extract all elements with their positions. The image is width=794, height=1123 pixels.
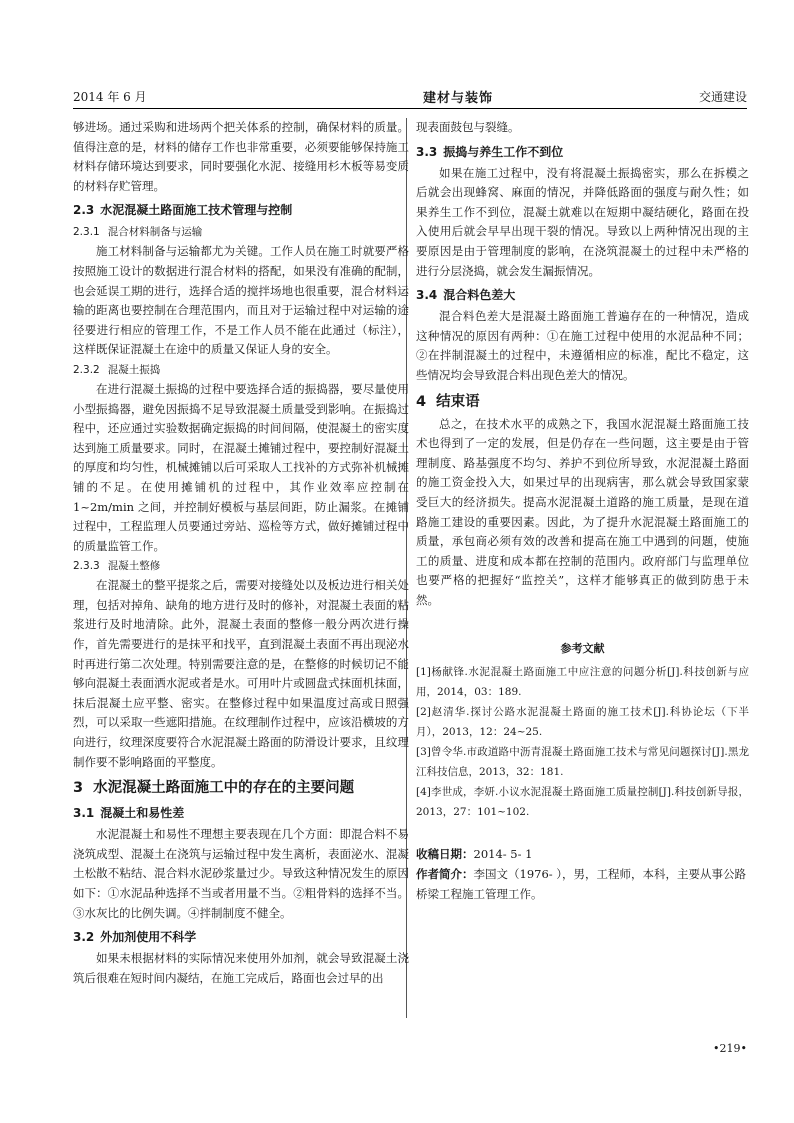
header-rule (73, 108, 747, 109)
section-number: 3 (73, 780, 84, 797)
page-number: •219• (713, 1042, 747, 1055)
paragraph-4: 总之，在技术水平的成熟之下，我国水泥混凝土路面施工技术也得到了一定的发展，但是仍存在一些问题，这主要是由于管理制度、路基强度不均匀、养护不到位所导致，水泥混凝土路面的施工资金投入大，如果过早的出现病害，那么就会导致国家蒙受巨大的经济损失。提高水泥混凝土道路的施工质量，是现在道路施工建设的重要因素。因此，为了提升水泥混凝土路面施工的质量，承包商必须有效的改善和提高在施工中遇到的问题，使施工的质量、进度和成本都在控制的范围内。政府部门与监理单位也要严格的把握好“监控关”，这样才能够真正的做到防患于未然。 (416, 416, 749, 607)
section-title: 水泥混凝土路面施工中的存在的主要问题 (93, 780, 355, 797)
section-heading-2-3 (73, 200, 409, 220)
subsection-heading-2-3-2 (73, 360, 409, 380)
author-label: 作者简介： (416, 867, 474, 882)
received-label: 收稿日期： (416, 847, 474, 862)
subsection-number: 2.3.3 (73, 560, 100, 573)
paragraph-continued: 够进场。通过采购和进场两个把关体系的控制，确保材料的质量。值得注意的是，材料的储存工作也非常重要，必须要能够保持施工材料存储环境达到要求，同时要强化水泥、接缝用杉木板等易变质的材料存贮管理。 (73, 120, 409, 193)
section-title: 混凝土和易性差 (100, 806, 185, 821)
paragraph-continued: 现表面鼓包与裂缝。 (416, 120, 520, 134)
subsection-title: 混凝土整修 (107, 560, 161, 573)
paragraph-3-1: 水泥混凝土和易性不理想主要表现在几个方面：即混合料不易浇筑成型、混凝土在浇筑与运输过程中发生离析，表面泌水、混凝土松散不粘结、混合料水泥砂浆量过少。导致这种情况发生的原因如下：①水泥品种选择不当或者用量不当。②粗骨料的选择不当。③水灰比的比例失调。④拌制制度不健全。 (73, 827, 409, 920)
subsection-number: 2.3.2 (73, 363, 100, 376)
section-heading-3-3 (416, 142, 749, 162)
section-heading-3-2 (73, 927, 409, 947)
subsection-heading-2-3-3 (73, 556, 409, 576)
references-heading: 参考文献 (560, 642, 605, 656)
left-column (73, 118, 409, 988)
reference-item: [1]杨献锋.水泥混凝土路面施工中应注意的问题分析[J].科技创新与应用，2014，03：189. (416, 666, 749, 699)
section-heading-4 (416, 391, 749, 413)
paragraph-2-3-2: 在进行混凝土振捣的过程中要选择合适的振捣器，要尽量使用小型振捣器，避免因振捣不足导致混凝土质量受到影响。在振捣过程中，还应通过实验数据确定振捣的时间间隔，使混凝土的密实度达到施工质量要求。同时，在混凝土摊铺过程中，要控制好混凝土的厚度和均匀性，机械摊铺以后可采取人工找补的方式弥补机械摊铺的不足。在使用摊铺机的过程中，其作业效率应控制在 1~2m/min 之间，并控制好模板与基层间距，防止漏浆。在摊铺过程中，工程监理人员要通过旁站、巡检等方式，做好摊铺过程中的质量监管工作。 (73, 381, 409, 553)
reference-item: [4]李世成，李妍.小议水泥混凝土路面施工质量控制[J].科技创新导报，2013，27：101~102. (416, 786, 749, 819)
subsection-title: 混凝土振捣 (107, 363, 161, 376)
section-title: 水泥混凝土路面施工技术管理与控制 (100, 203, 293, 218)
reference-item: [2]赵清华.探讨公路水泥混凝土路面的施工技术[J].科协论坛（下半月），2013，12：24~25. (416, 706, 749, 739)
paragraph-3-2: 如果未根据材料的实际情况来使用外加剂，就会导致混凝土浇筑后很难在短时间内凝结，在施工完成后，路面也会过早的出 (73, 951, 409, 985)
section-heading-3-4 (416, 285, 749, 305)
received-value: 2014- 5- 1 (473, 847, 533, 862)
subsection-title: 混合材料制备与运输 (107, 226, 203, 239)
received-date (416, 844, 749, 864)
section-number: 3.1 (73, 806, 95, 821)
section-title: 外加剂使用不科学 (100, 930, 197, 945)
running-header (73, 86, 747, 108)
section-number: 3.2 (73, 930, 95, 945)
journal-title: 建材与装饰 (422, 91, 493, 106)
section-title: 混合料色差大 (443, 288, 516, 303)
section-heading-3-1 (73, 803, 409, 823)
section-number: 3.3 (416, 144, 438, 159)
section-number: 2.3 (73, 203, 95, 218)
subsection-number: 2.3.1 (73, 226, 100, 239)
header-date: 2014 年 6 月 (73, 90, 147, 104)
section-number: 3.4 (416, 288, 438, 303)
paragraph-2-3-1: 施工材料制备与运输都尤为关键。工作人员在施工时就要严格按照施工设计的数据进行混合材料的搭配，如果没有准确的配制，也会延误工期的进行，选择合适的搅拌场地也很重要，混合材料运输的距离也要控制在合理范围内，而且对于运输过程中对运输的途径要进行相应的管理工作，不是工作人员不能在此通过（标注），这样既保证混凝土在途中的质量又保证人身的安全。 (73, 244, 409, 357)
right-column (416, 118, 749, 904)
author-bio (416, 864, 749, 904)
section-title: 振捣与养生工作不到位 (443, 144, 564, 159)
paragraph-3-4: 混合料色差大是混凝土路面施工普遍存在的一种情况，造成这种情况的原因有两种：①在施工过程中使用的水泥品种不同；②在拌制混凝土的过程中，未遵循相应的标准，配比不稳定，这些情况均会导致混合料出现色差大的情况。 (416, 309, 749, 382)
section-heading-3 (73, 777, 409, 799)
paragraph-2-3-3: 在混凝土的整平提浆之后，需要对接缝处以及板边进行相关处理，包括对掉角、缺角的地方进行及时的修补，对混凝土表面的粘浆进行及时地清除。此外，混凝土表面的整修一般分两次进行操作，首先需要进行的是抹平和找平，直到混凝土表面不再出现泌水时再进行第二次处理。特别需要注意的是，在整修的时候切记不能够向混凝土表面洒水泥或者是水。可用叶片或圆盘式抹面机抹面，抹后混凝土应平整、密实。在整修过程中如果温度过高或日照强烈，可以采取一些遮阳措施。在纹理制作过程中，应该沿横坡的方向进行，纹理深度要符合水泥混凝土路面的防滑设计要求，且纹理制作要不影响路面的平整度。 (73, 578, 409, 769)
paragraph-3-3: 如果在施工过程中，没有将混凝土振捣密实，那么在拆模之后就会出现蜂窝、麻面的情况，并降低路面的强度与耐久性；如果养生工作不到位，混凝土就难以在短期中凝结硬化，路面在投入使用后就会早早出现干裂的情况。导致以上两种情况出现的主要原因是由于管理制度的影响，在浇筑混凝土的过程中未严格的进行分层浇捣，就会发生漏振情况。 (416, 165, 749, 278)
section-title: 结束语 (436, 393, 480, 410)
header-section: 交通建设 (698, 90, 747, 104)
author-value: 李国文（1976- ），男，工程师，本科，主要从事公路桥梁工程施工管理工作。 (416, 867, 747, 902)
reference-item: [3]曾令华.市政道路中沥青混凝土路面施工技术与常见问题探讨[J].黑龙江科技信息，2013，32：181. (416, 746, 749, 779)
section-number: 4 (416, 393, 427, 410)
subsection-heading-2-3-1 (73, 222, 409, 242)
